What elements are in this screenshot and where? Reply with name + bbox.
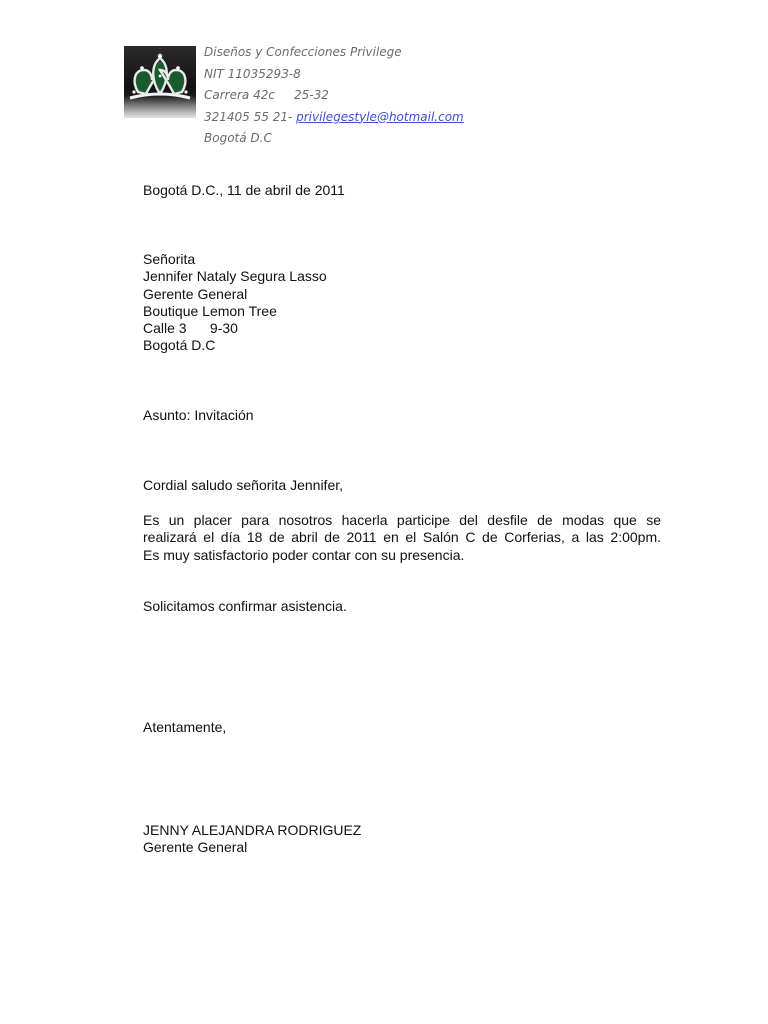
company-name: Diseños y Confecciones Privilege [204, 45, 402, 59]
subject-line: Asunto: Invitación [143, 407, 254, 423]
company-city: Bogotá D.C [204, 131, 272, 145]
body-paragraph [143, 512, 661, 564]
body-line: realizará el día 18 de abril de 2011 en el Salón C de Corferias, a las 2:00pm. [143, 529, 661, 546]
company-phone: 321405 55 21- [204, 109, 297, 124]
body-line: Es un placer para nosotros hacerla participe del desfile de modas que se [143, 512, 661, 528]
signature-block [143, 822, 361, 857]
recipient-block [143, 251, 327, 355]
closing: Atentamente, [143, 719, 227, 735]
body-line: Es muy satisfactorio poder contar con su presencia. [143, 546, 465, 563]
date-line: Bogotá D.C., 11 de abril de 2011 [143, 182, 345, 198]
tiara-crown-icon [124, 46, 196, 118]
greeting: Cordial saludo señorita Jennifer, [143, 477, 344, 493]
recipient-address: Calle 3 9-30 [143, 320, 238, 337]
email-link[interactable]: privilegestyle@hotmail.com [296, 109, 464, 124]
company-contact [204, 107, 464, 129]
recipient-name: Jennifer Nataly Segura Lasso [143, 268, 327, 285]
recipient-company: Boutique Lemon Tree [143, 302, 277, 319]
recipient-position: Gerente General [143, 285, 248, 302]
signer-name: JENNY ALEJANDRA RODRIGUEZ [143, 822, 362, 838]
company-address: Carrera 42c 25-32 [204, 88, 329, 102]
company-nit: NIT 1103529З-8 [204, 66, 301, 81]
recipient-salutation-title: Señorita [143, 251, 196, 267]
recipient-city: Bogotá D.C [143, 337, 216, 354]
letterhead [204, 42, 464, 150]
confirmation-request: Solicitamos confirmar asistencia. [143, 598, 347, 614]
signer-position: Gerente General [143, 839, 248, 856]
